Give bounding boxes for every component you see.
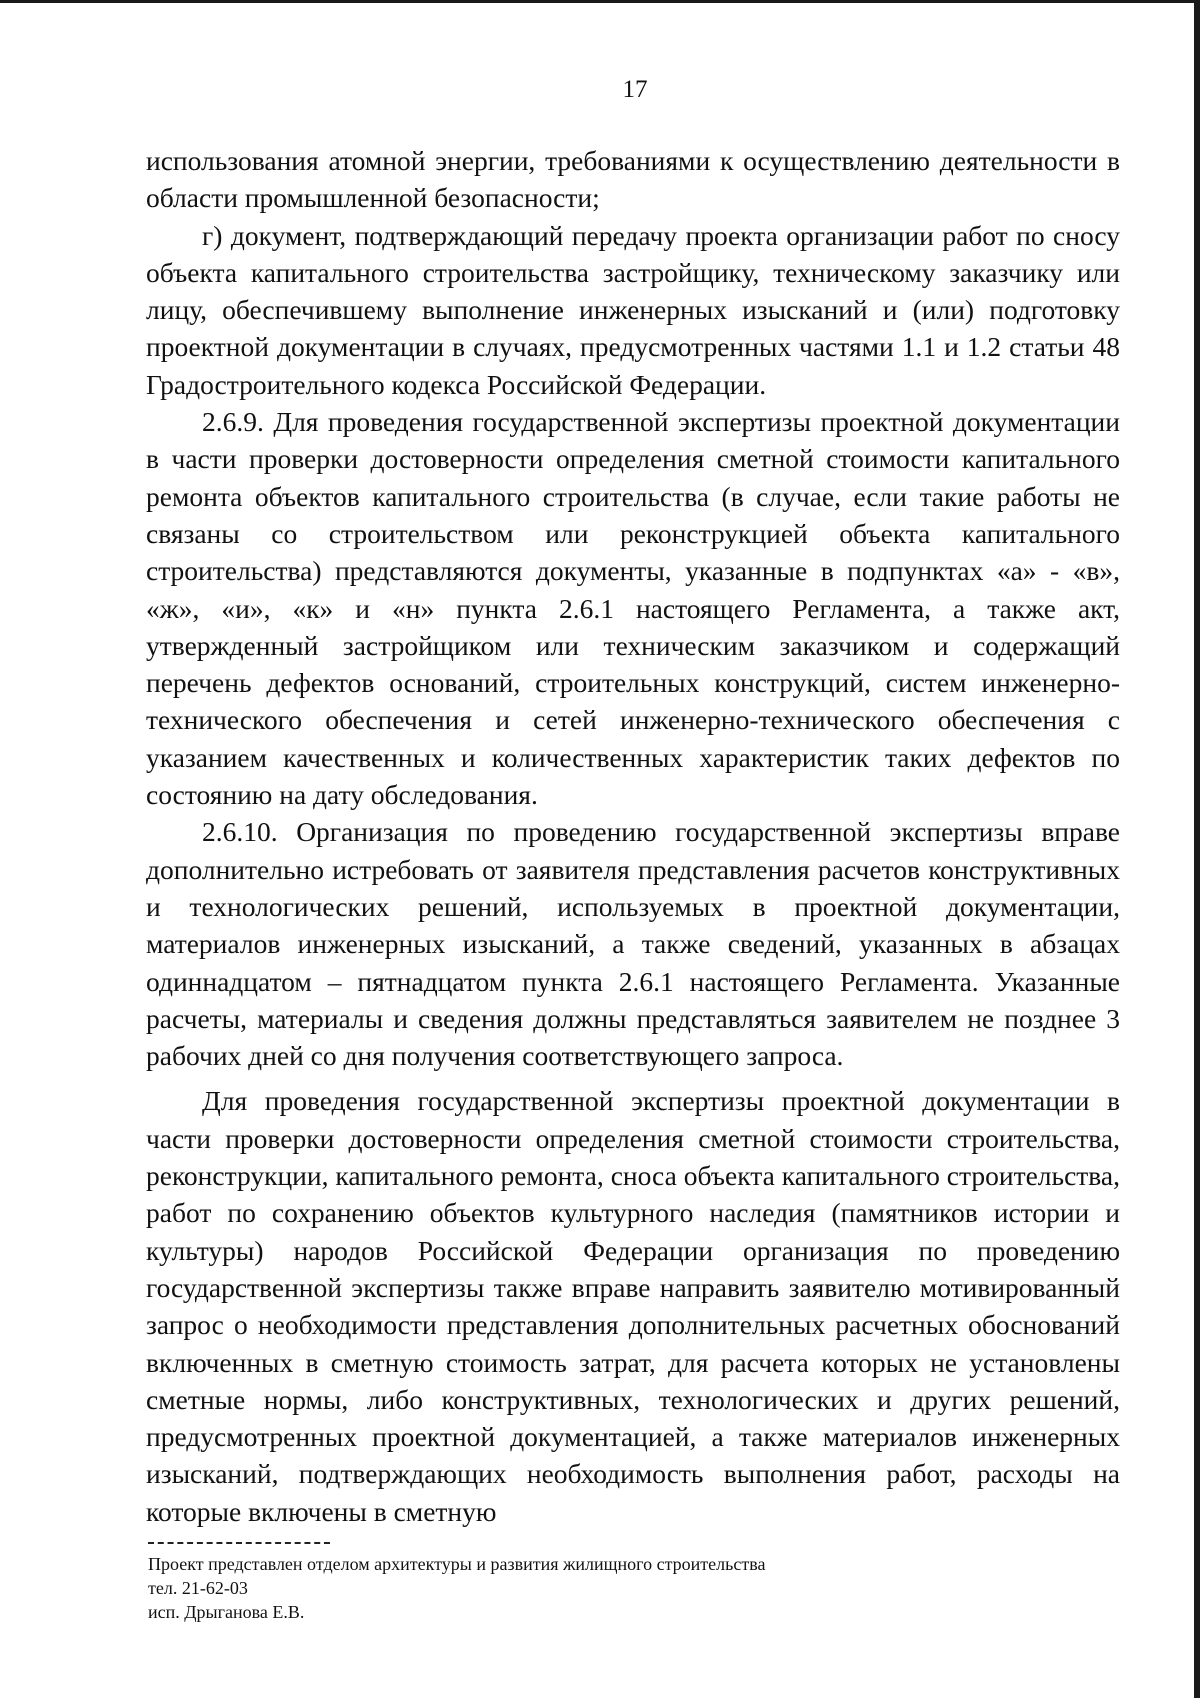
footnote xyxy=(148,1552,1048,1624)
footnote-divider xyxy=(148,1542,330,1544)
paragraph-estimate-check: Для проведения государственной экспертизы проектной документации в части проверки достоверности определения сметной стоимости строительства, реконструкции, капитального ремонта, сноса объекта капитального строительства, работ по сохранению объектов культурного наследия (памятников истории и культуры) народов Российской Федерации организация по проведению государственной экспертизы также вправе направить заявителю мотивированный запрос о необходимости представления дополнительных расчетных обоснований включенных в сметную стоимость затрат, для расчета которых не установлены сметные нормы, либо конструктивных, технологических и других решений, предусмотренных проектной документацией, а также материалов инженерных изысканий, подтверждающих необходимость выполнения работ, расходы на которые включены в сметную xyxy=(146,1085,1120,1527)
scan-right-edge xyxy=(1194,0,1200,1698)
paragraph-item-g: г) документ, подтверждающий передачу проекта организации работ по сносу объекта капитального строительства застройщику, техническому заказчику или лицу, обеспечившему выполнение инженерных изысканий и (или) подготовку проектной документации в случаях, предусмотренных частями 1.1 и 1.2 статьи 48 Градостроительного кодекса Российской Федерации. xyxy=(146,219,1120,400)
paragraph-continuation: использования атомной энергии, требованиями к осуществлению деятельности в области промышленной безопасности; xyxy=(146,145,1120,214)
footnote-department: Проект представлен отделом архитектуры и развития жилищного строительства xyxy=(148,1554,766,1574)
footnote-executor: исп. Дрыганова Е.В. xyxy=(148,1602,305,1622)
page-number: 17 xyxy=(622,76,648,103)
document-body xyxy=(146,142,1120,1530)
paragraph-2-6-9: 2.6.9. Для проведения государственной экспертизы проектной документации в части проверки достоверности определения сметной стоимости капитального ремонта объектов капитального строительства (в случае, если такие работы не связаны со строительством или реконструкцией объекта капитального строительства) представляются документы, указанные в подпунктах «а» - «в», «ж», «и», «к» и «н» пункта 2.6.1 настоящего Регламента, а также акт, утвержденный застройщиком или техническим заказчиком и содержащий перечень дефектов оснований, строительных конструкций, систем инженерно-технического обеспечения и сетей инженерно-технического обеспечения с указанием качественных и количественных характеристик таких дефектов по состоянию на дату обследования. xyxy=(146,406,1120,811)
scan-top-edge xyxy=(0,0,1200,3)
footnote-phone: тел. 21-62-03 xyxy=(148,1578,248,1598)
paragraph-2-6-10: 2.6.10. Организация по проведению государственной экспертизы вправе дополнительно истребовать от заявителя представления расчетов конструктивных и технологических решений, используемых в проектной документации, материалов инженерных изысканий, а также сведений, указанных в абзацах одиннадцатом – пятнадцатом пункта 2.6.1 настоящего Регламента. Указанные расчеты, материалы и сведения должны представляться заявителем не позднее 3 рабочих дней со дня получения соответствующего запроса. xyxy=(146,816,1120,1072)
